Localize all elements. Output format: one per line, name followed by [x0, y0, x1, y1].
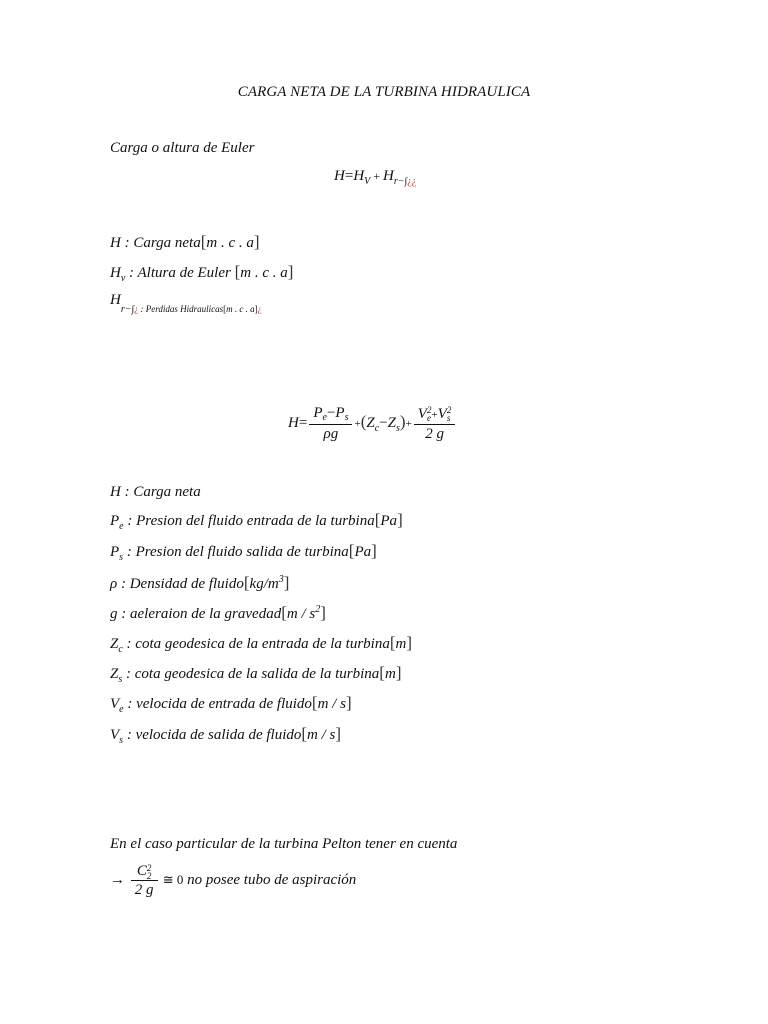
eq-symbol: H: [383, 168, 394, 184]
eq-symbol: H: [353, 168, 365, 184]
pelton-note: no posee tubo de aspiración: [183, 871, 357, 888]
eq-operator: =: [298, 414, 308, 431]
velocity-head-fraction: C 2 2 2 g: [131, 862, 158, 899]
definition-line: $Z_c$ : cota geodesica de la entrada de la turbina[m]: [110, 633, 413, 655]
pelton-label: En el caso particular de la turbina Pelton tener en cuenta: [110, 836, 458, 852]
page-title: CARGA NETA DE LA TURBINA HIDRAULICA: [237, 84, 531, 100]
definition-line: ρ : Densidad de $fluido[kg/m^3]$: [110, 573, 290, 592]
pressure-fraction: $\frac{P_e-P_s}{\rho g}$: [309, 404, 352, 443]
eq-operator: =: [344, 168, 354, 184]
glitch-glyph: ¿: [134, 304, 139, 314]
def-unit: m . c . a: [240, 265, 288, 281]
pelton-equation: [110, 862, 356, 899]
definition-line: $Z_s$ : cota geodesica de la salida de la turbina[m]: [110, 663, 402, 685]
def-text: : Altura de Euler: [125, 265, 235, 281]
euler-equation: [334, 168, 416, 185]
def-text: : Perdidas Hidraulicas: [138, 304, 224, 314]
def-unit: m . c . a: [206, 235, 254, 251]
def-symbol: H: [110, 235, 121, 251]
eq-operator: ≅ 0: [159, 871, 184, 887]
def-symbol: H: [110, 265, 121, 281]
velocity-fraction: V 2 e +V 2 s 2 g: [414, 405, 456, 443]
arrow-icon: →: [110, 871, 125, 888]
definition-line: $V_e$ : velocida de entrada de fluido[m / s]: [110, 693, 352, 715]
definition-line: [110, 262, 293, 282]
def-unit: m . c . a: [226, 304, 255, 314]
def-text: : Carga neta: [120, 235, 201, 251]
eq-operator: +: [370, 169, 384, 183]
definition-line-hr: $H_{r-\int¿ : Perdidas Hidraulicas[m . c . a]¿}$: [110, 292, 262, 315]
definition-line: $V_s$ : velocida de salida de fluido[m / s]: [110, 724, 342, 746]
eq-symbol: H: [334, 168, 345, 184]
bracket-left: [: [200, 232, 207, 251]
glitch-glyph: ¿: [257, 304, 262, 314]
eq-operator: +: [405, 417, 412, 430]
net-head-equation: H= $\frac{P_e-P_s}{\rho g}$ $+(Z_c-Z_s)+$ V 2 e +V 2 s 2 g: [288, 404, 457, 443]
def-subscript: v: [120, 273, 126, 284]
definition-line: [110, 232, 260, 252]
definition-line: $P_s$ : Presion del fluido salida de turbina[Pa]: [110, 541, 377, 563]
euler-label: Carga o altura de Euler: [110, 140, 255, 156]
eq-glitch-glyph: ¿¿: [407, 176, 417, 187]
eq-subscript: r−∫: [393, 176, 408, 187]
bracket-right: ]: [287, 262, 294, 281]
definition-line: H : Carga neta: [110, 484, 201, 500]
definition-line: g : aeleraion de la gravedad[m / $s^2$]: [110, 603, 326, 622]
eq-operator: +: [354, 417, 361, 430]
def-symbol: H: [110, 292, 121, 308]
eq-subscript: V: [364, 176, 371, 187]
def-subscript: r−∫: [120, 304, 135, 315]
definition-line: $P_e$ : Presion del fluido entrada de la turbina[Pa]: [110, 510, 403, 532]
bracket-left: [: [234, 262, 241, 281]
eq-symbol: H: [288, 414, 299, 431]
bracket-right: ]: [253, 232, 260, 251]
